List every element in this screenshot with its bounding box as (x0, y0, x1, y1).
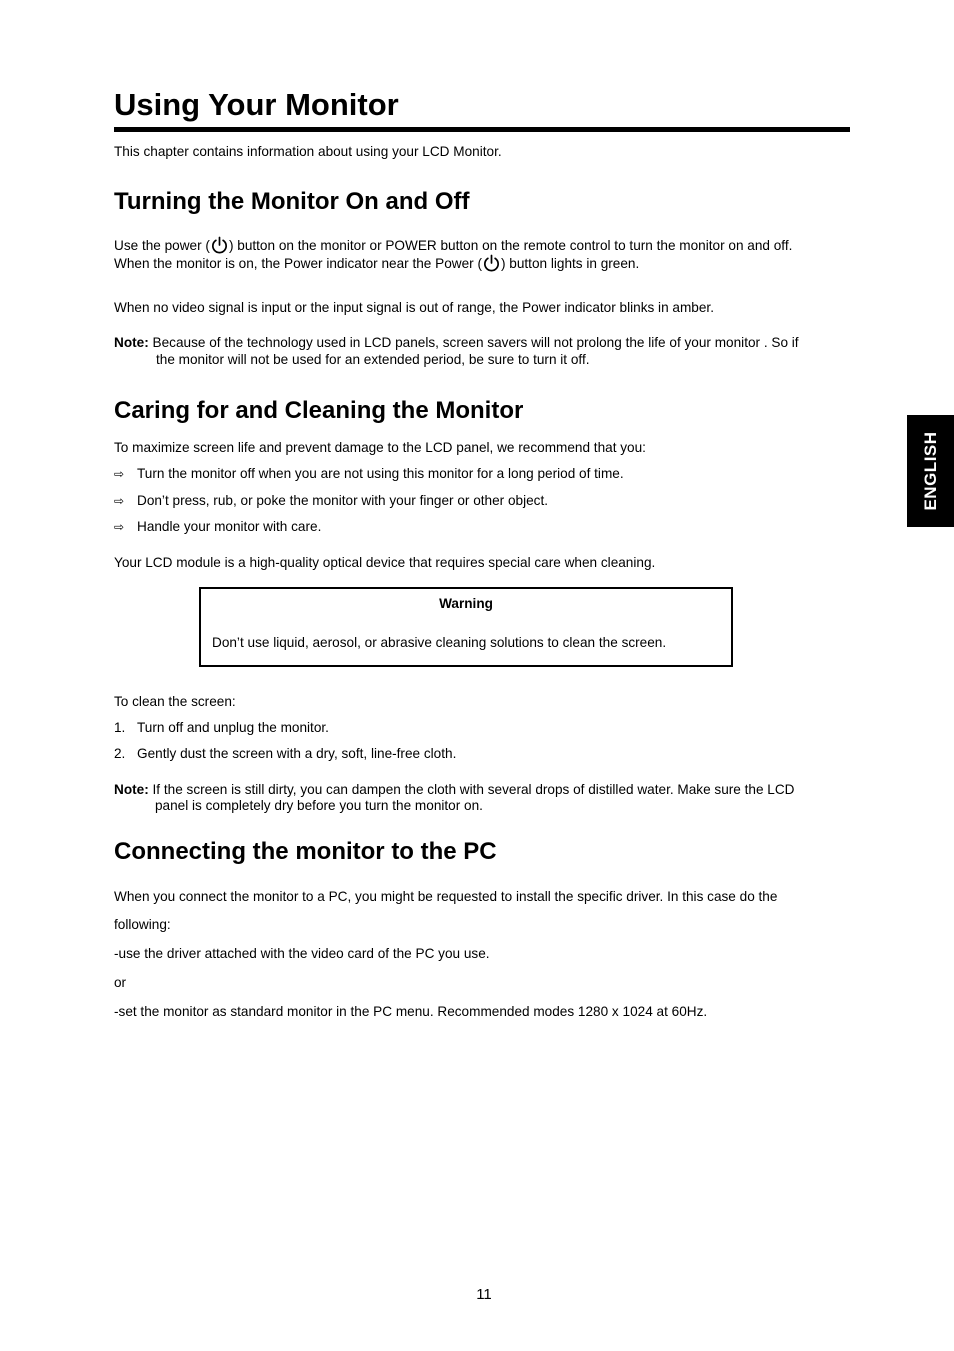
care-note-line-1 (114, 781, 795, 798)
list-item (114, 518, 321, 536)
power-note-line-2: the monitor will not be used for an extended period, be sure to turn it off. (156, 352, 590, 367)
step-text: Gently dust the screen with a dry, soft, line-free cloth. (137, 746, 457, 761)
language-tab (907, 415, 954, 527)
chapter-intro: This chapter contains information about using your LCD Monitor. (114, 144, 502, 159)
step-text: Turn off and unplug the monitor. (137, 720, 329, 735)
list-item-text: Turn the monitor off when you are not using this monitor for a long period of time. (137, 466, 624, 481)
warning-text: Don’t use liquid, aerosol, or abrasive cleaning solutions to clean the screen. (212, 635, 667, 650)
power-instruction-line-2 (114, 254, 639, 273)
title-rule (114, 127, 850, 132)
arrow-bullet-icon: ⇨ (114, 520, 125, 534)
pc-text-line-2: following: (114, 917, 171, 932)
pc-text-line-4: or (114, 975, 127, 990)
list-item (114, 719, 329, 736)
pc-text-line-3: -use the driver attached with the video card of the PC you use. (114, 946, 490, 961)
care-note-text: If the screen is still dirty, you can dampen the cloth with several drops of distilled water. Make sure the LCD (152, 782, 795, 797)
list-item (114, 745, 456, 762)
power-note-line-1 (114, 334, 799, 351)
step-number: 1. (114, 720, 126, 735)
list-item (114, 465, 624, 483)
power-instruction-line-1 (114, 236, 792, 255)
clean-intro: To clean the screen: (114, 694, 236, 709)
list-item (114, 492, 548, 510)
page-number: 11 (476, 1286, 492, 1303)
power-note-text: Because of the technology used in LCD panels, screen savers will not prolong the life of your monitor . So if (152, 335, 799, 350)
power-line-2-end: ) button lights in green. (500, 256, 640, 271)
warning-box (199, 587, 733, 667)
care-note-line-2: panel is completely dry before you turn the monitor on. (155, 798, 483, 813)
power-icon (482, 254, 501, 273)
power-line-1-start: Use the power ( (114, 238, 210, 253)
pc-text-line-5: -set the monitor as standard monitor in the PC menu. Recommended modes 1280 x 1024 at 60Hz. (114, 1004, 708, 1019)
list-item-text: Handle your monitor with care. (137, 519, 322, 534)
language-tab-label: ENGLISH (920, 431, 940, 511)
pc-text-line-1: When you connect the monitor to a PC, you might be requested to install the specific driver. In this case do the (114, 889, 778, 904)
lcd-module-text: Your LCD module is a high-quality optical device that requires special care when cleaning. (114, 555, 656, 570)
power-icon (210, 236, 229, 255)
amber-indicator-text: When no video signal is input or the input signal is out of range, the Power indicator blinks in amber. (114, 300, 714, 315)
care-intro: To maximize screen life and prevent damage to the LCD panel, we recommend that you: (114, 440, 646, 455)
section-heading-care: Caring for and Cleaning the Monitor (114, 397, 524, 424)
step-number: 2. (114, 746, 126, 761)
note-label: Note: (114, 335, 149, 350)
power-line-2-start: When the monitor is on, the Power indicator near the Power ( (114, 256, 482, 271)
section-heading-power: Turning the Monitor On and Off (114, 188, 470, 215)
power-line-1-end: ) button on the monitor or POWER button on the remote control to turn the monitor on and off. (228, 238, 793, 253)
section-heading-pc: Connecting the monitor to the PC (114, 838, 497, 865)
chapter-title: Using Your Monitor (114, 87, 399, 122)
arrow-bullet-icon: ⇨ (114, 494, 125, 508)
warning-title: Warning (439, 596, 493, 611)
arrow-bullet-icon: ⇨ (114, 467, 125, 481)
list-item-text: Don’t press, rub, or poke the monitor with your finger or other object. (137, 493, 549, 508)
note-label: Note: (114, 782, 149, 797)
